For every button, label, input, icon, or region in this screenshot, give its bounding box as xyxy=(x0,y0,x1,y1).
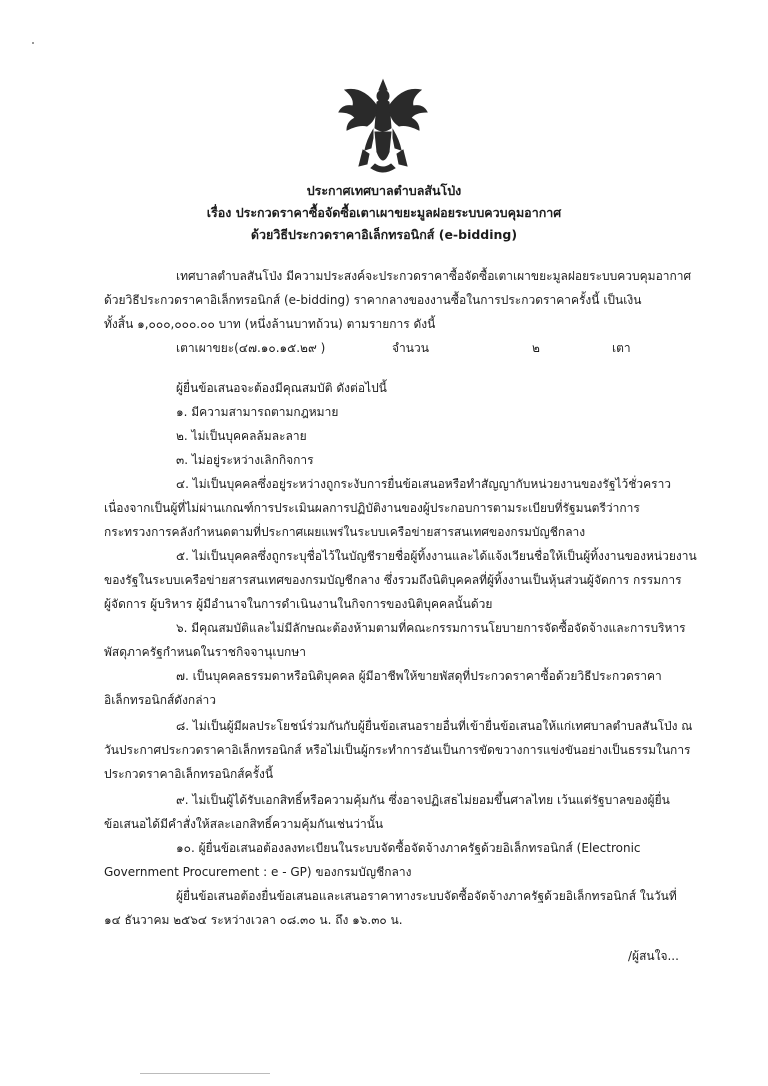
qualification-line: ๑. มีความสามารถตามกฎหมาย xyxy=(176,405,339,419)
qualification-line: ๔. ไม่เป็นบุคคลซึ่งอยู่ระหว่างถูกระงับการยื่นข้อเสนอหรือทำสัญญากับหน่วยงานของรัฐไว้ชั่วคราว xyxy=(176,477,672,491)
title-line-2: เรื่อง ประกวดราคาซื้อจัดซื้อเตาเผาขยะมูลฝอยระบบควบคุมอากาศ xyxy=(206,205,562,220)
qualification-line: ประกวดราคาอิเล็กทรอนิกส์ครั้งนี้ xyxy=(104,767,274,781)
scan-speck xyxy=(32,42,34,44)
qualification-line: อิเล็กทรอนิกส์ดังกล่าว xyxy=(104,693,217,707)
qualification-line: วันประกาศประกวดราคาอิเล็กทรอนิกส์ หรือไม่เป็นผู้กระทำการอันเป็นการขัดขวางการแข่งขันอย่างเป็นธรรมในการ xyxy=(104,743,691,757)
item-qty-label: จำนวน xyxy=(392,341,429,355)
qualification-line: ๓. ไม่อยู่ระหว่างเลิกกิจการ xyxy=(176,453,314,467)
qualification-line: ๒. ไม่เป็นบุคคลล้มละลาย xyxy=(176,429,307,443)
submission-line: ๑๔ ธันวาคม ๒๕๖๔ ระหว่างเวลา ๐๘.๓๐ น. ถึง ๑๖.๓๐ น. xyxy=(104,913,403,927)
submission-line: ผู้ยื่นข้อเสนอต้องยื่นข้อเสนอและเสนอราคาทางระบบจัดซื้อจัดจ้างภาครัฐด้วยอิเล็กทรอนิกส์ ในวันที่ xyxy=(176,889,677,903)
item-qty: ๒ xyxy=(532,341,540,355)
footer-rule xyxy=(140,1073,270,1074)
intro-line: ด้วยวิธีประกวดราคาอิเล็กทรอนิกส์ (e-bidding) ราคากลางของงานซื้อในการประกวดราคาครั้งนี้ เป็นเงิน xyxy=(104,293,642,307)
qualification-line: พัสดุภาครัฐกำหนดในราชกิจจานุเบกษา xyxy=(104,645,306,659)
qualification-line: ๘. ไม่เป็นผู้มีผลประโยชน์ร่วมกันกับผู้ยื่นข้อเสนอรายอื่นที่เข้ายื่นข้อเสนอให้แก่เทศบาลตำบลสันโป่ง ณ xyxy=(176,719,693,733)
qualification-line: Government Procurement : e - GP) ของกรมบัญชีกลาง xyxy=(104,865,412,879)
qualification-line: ๙. ไม่เป็นผู้ได้รับเอกสิทธิ์หรือความคุ้มกัน ซึ่งอาจปฏิเสธไม่ยอมขึ้นศาลไทย เว้นแต่รัฐบาลของผู้ยื่น xyxy=(176,793,670,807)
qualification-line: ๖. มีคุณสมบัติและไม่มีลักษณะต้องห้ามตามที่คณะกรรมการนโยบายการจัดซื้อจัดจ้างและการบริหาร xyxy=(176,621,686,635)
qualification-line: ข้อเสนอได้มีคำสั่งให้สละเอกสิทธิ์ความคุ้มกันเช่นว่านั้น xyxy=(104,817,384,831)
intro-line: ทั้งสิ้น ๑,๐๐๐,๐๐๐.๐๐ บาท (หนึ่งล้านบาทถ้วน) ตามรายการ ดังนี้ xyxy=(104,317,436,331)
item-name: เตาเผาขยะ(๔๗.๑๐.๑๕.๒๙ ) xyxy=(176,341,326,355)
title-line-3: ด้วยวิธีประกวดราคาอิเล็กทรอนิกส์ (e-bidding) xyxy=(250,227,518,242)
qualification-line: เนื่องจากเป็นผู้ที่ไม่ผ่านเกณฑ์การประเมินผลการปฏิบัติงานของผู้ประกอบการตามระเบียบที่รัฐมนตรีว่าการ xyxy=(104,501,640,515)
garuda-emblem-icon xyxy=(333,76,433,176)
title-line-1: ประกาศเทศบาลตำบลสันโป่ง xyxy=(306,183,462,198)
qualification-line: ๕. ไม่เป็นบุคคลซึ่งถูกระบุชื่อไว้ในบัญชีรายชื่อผู้ทิ้งงานและได้แจ้งเวียนชื่อให้เป็นผู้ทิ้งงานของหน่วยงาน xyxy=(176,549,697,563)
qualification-line: ๑๐. ผู้ยื่นข้อเสนอต้องลงทะเบียนในระบบจัดซื้อจัดจ้างภาครัฐด้วยอิเล็กทรอนิกส์ (Electronic xyxy=(176,841,641,855)
qualification-line: ของรัฐในระบบเครือข่ายสารสนเทศของกรมบัญชีกลาง ซึ่งรวมถึงนิติบุคคลที่ผู้ทิ้งงานเป็นหุ้นส่วนผู้จัดการ กรรมการ xyxy=(104,573,682,587)
continuation-marker: /ผู้สนใจ... xyxy=(628,949,679,963)
qualifications-heading: ผู้ยื่นข้อเสนอจะต้องมีคุณสมบัติ ดังต่อไปนี้ xyxy=(176,381,387,395)
intro-line: เทศบาลตำบลสันโป่ง มีความประสงค์จะประกวดราคาซื้อจัดซื้อเตาเผาขยะมูลฝอยระบบควบคุมอากาศ xyxy=(176,269,692,283)
qualification-line: ผู้จัดการ ผู้บริหาร ผู้มีอำนาจในการดำเนินงานในกิจการของนิติบุคคลนั้นด้วย xyxy=(104,597,493,611)
item-unit: เตา xyxy=(612,341,631,355)
qualification-line: กระทรวงการคลังกำหนดตามที่ประกาศเผยแพร่ในระบบเครือข่ายสารสนเทศของกรมบัญชีกลาง xyxy=(104,525,586,539)
qualification-line: ๗. เป็นบุคคลธรรมดาหรือนิติบุคคล ผู้มีอาชีพให้ขายพัสดุที่ประกวดราคาซื้อด้วยวิธีประกวดราคา xyxy=(176,669,662,683)
